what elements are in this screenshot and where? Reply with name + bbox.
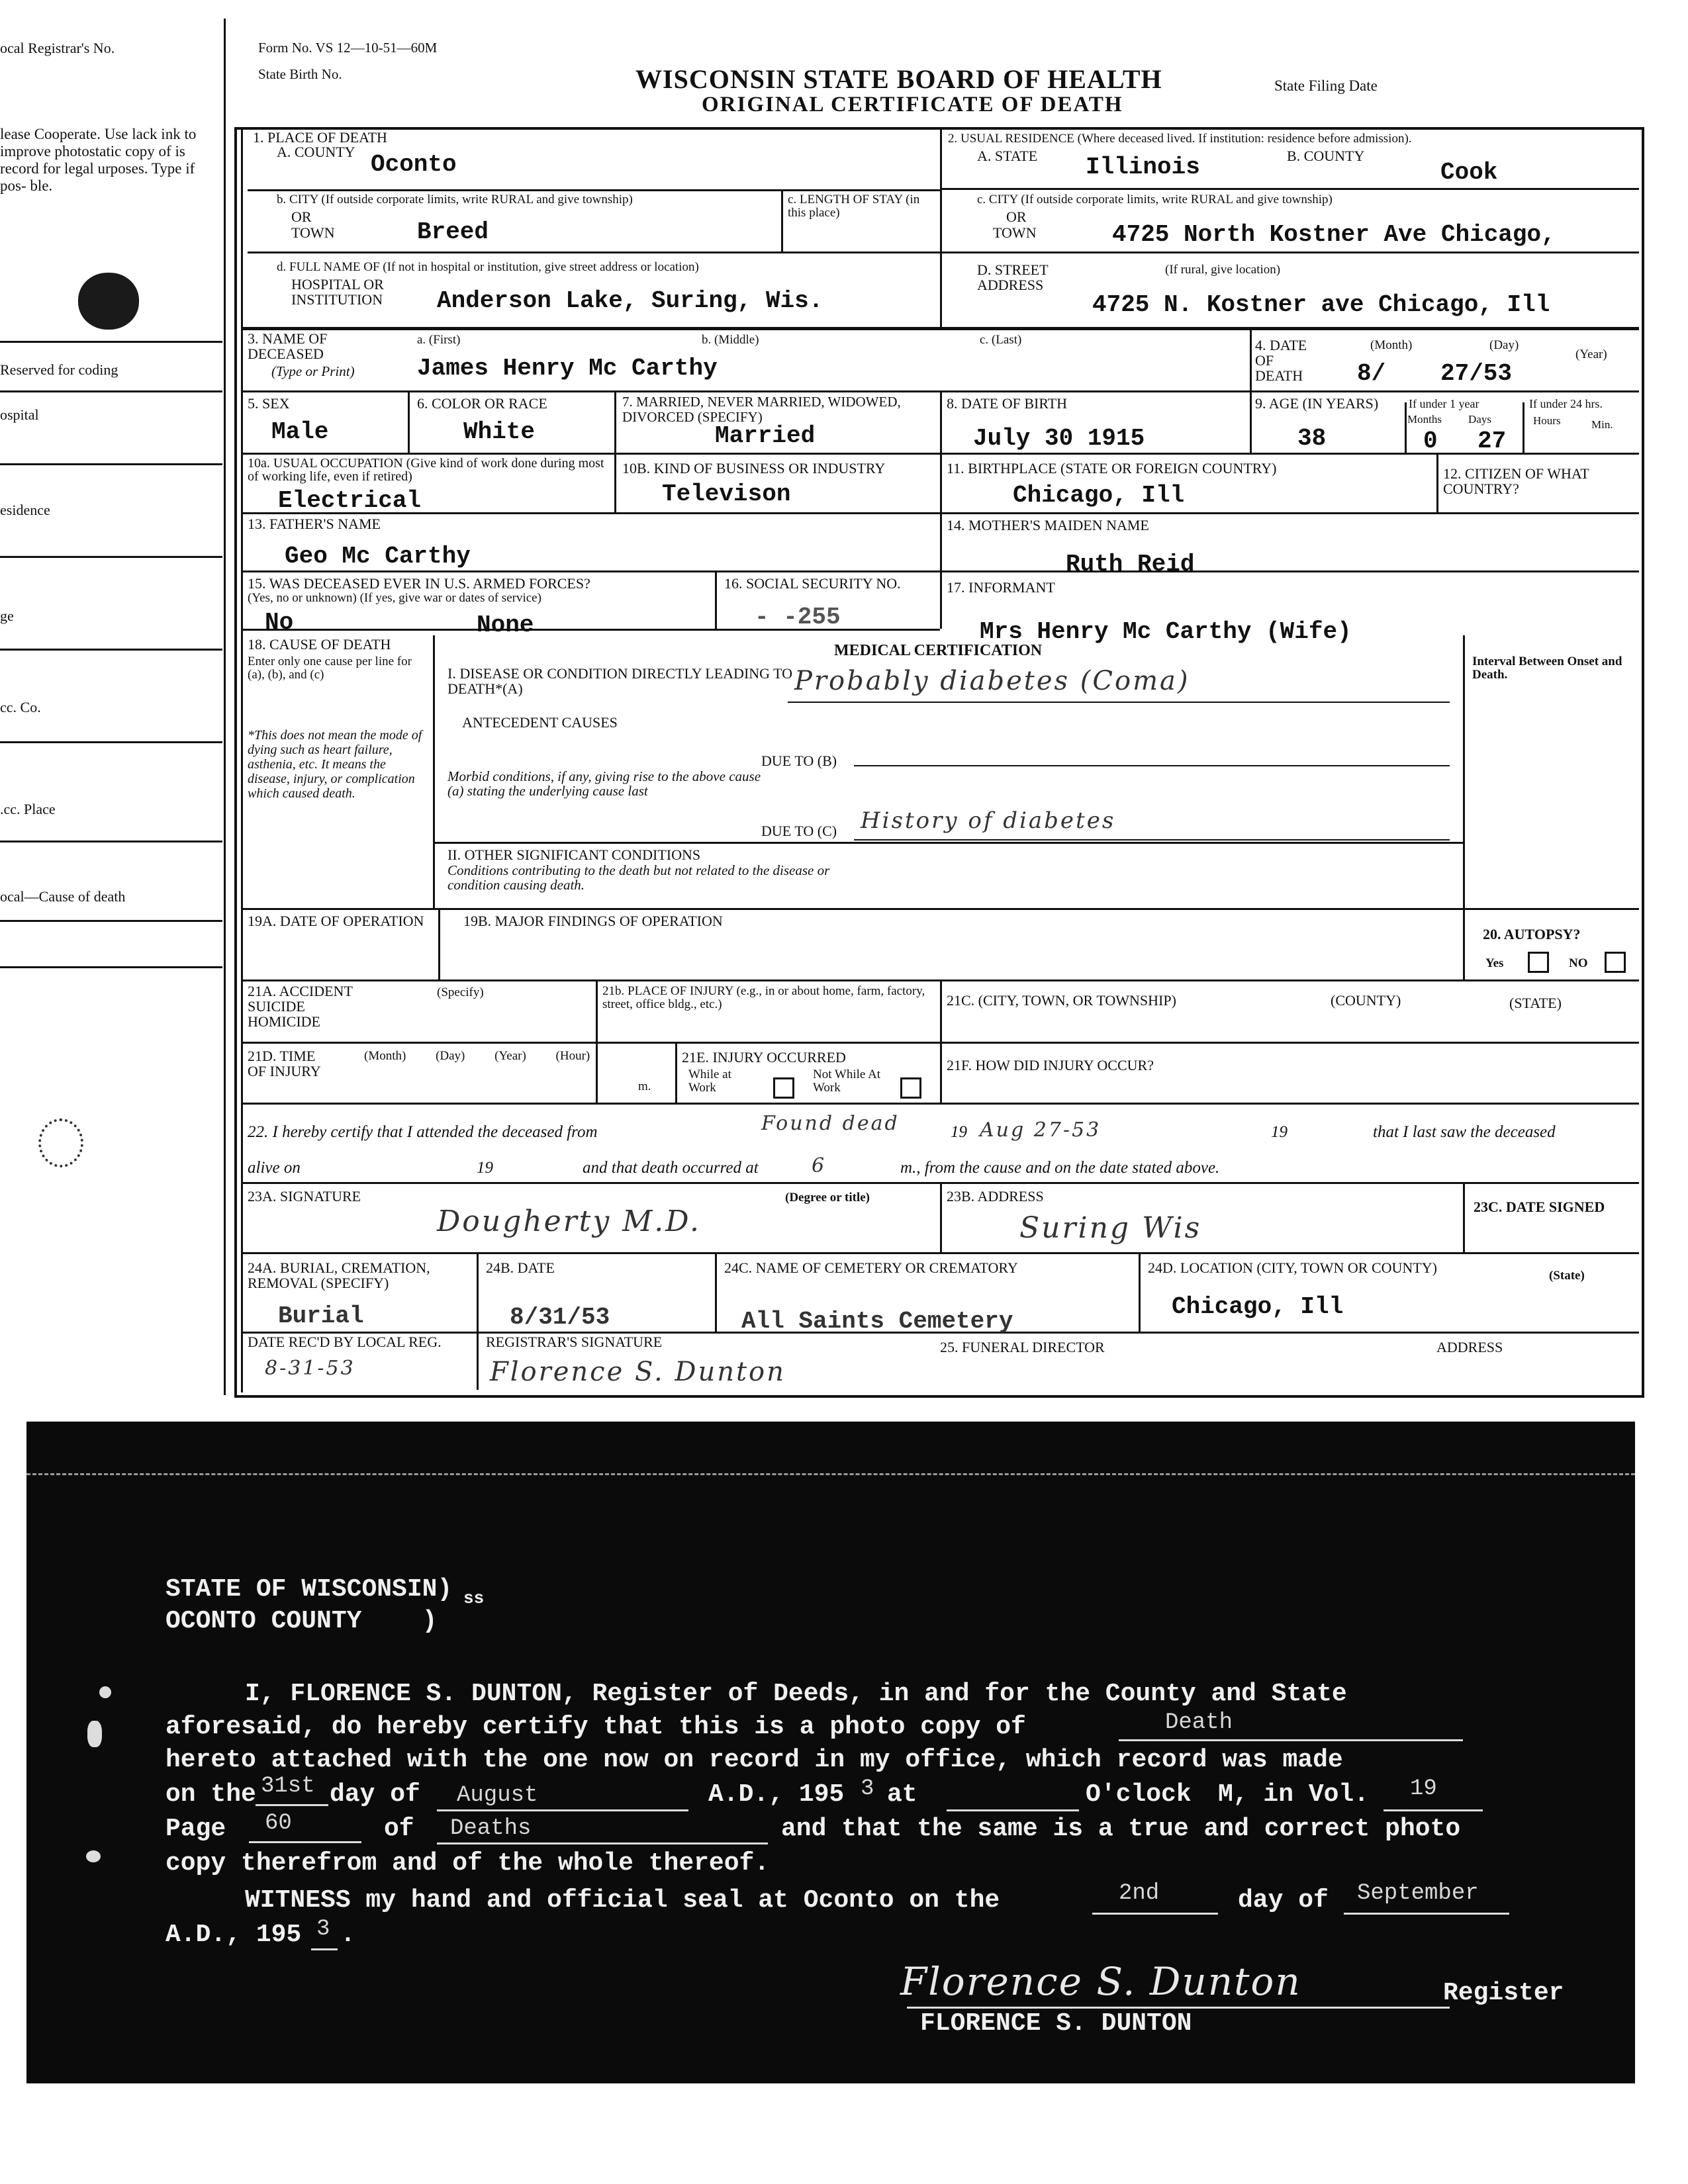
label-occupation: 10a. USUAL OCCUPATION (Give kind of work done during most of working life, even if retired) (248, 456, 604, 484)
row-rule (433, 842, 1463, 844)
value-race: White (463, 418, 536, 445)
label-location-state: (State) (1549, 1269, 1585, 1283)
not-at-work-checkbox[interactable] (900, 1077, 921, 1099)
label-days: Days (1468, 413, 1491, 426)
value-age-days: 27 (1477, 428, 1507, 455)
cert-p7a: WITNESS my hand and official seal at Oconto on the (245, 1886, 1000, 1915)
underline (437, 1843, 768, 1844)
speckle (87, 1721, 102, 1747)
value-age-months: 0 (1423, 428, 1438, 455)
underline (311, 1948, 338, 1950)
label-burial: 24A. BURIAL, CREMATION, REMOVAL (SPECIFY) (248, 1259, 430, 1291)
value-location: Chicago, Ill (1172, 1293, 1344, 1320)
label-time-cols: (Month) (Day) (Year) (Hour) (364, 1049, 590, 1063)
value-res-county: Cook (1440, 159, 1498, 186)
value-mother: Ruth Reid (1066, 551, 1195, 578)
cert-witness-day: 2nd (1119, 1881, 1160, 1906)
label-middle: b. (Middle) (702, 333, 759, 347)
label-degree: (Degree or title) (785, 1191, 870, 1205)
col-divider (715, 1252, 717, 1332)
label-registrar-sig: REGISTRAR'S SIGNATURE (486, 1334, 663, 1350)
row-rule (241, 327, 1639, 330)
form-number: Form No. VS 12—10-51—60M (258, 40, 438, 56)
label-name-note: (Type or Print) (271, 363, 355, 379)
row-rule (248, 189, 940, 191)
cert-book: Deaths (450, 1816, 532, 1841)
col-divider (477, 1252, 479, 1390)
col-divider (1436, 453, 1438, 512)
label-injury-county: (COUNTY) (1331, 992, 1401, 1009)
value-address: Suring Wis (1019, 1211, 1202, 1245)
label-age: 9. AGE (IN YEARS) (1255, 395, 1379, 412)
value-cemetery: All Saints Cemetery (741, 1308, 1013, 1335)
label-injury-occurred: 21E. INJURY OCCURRED (682, 1049, 846, 1066)
col-divider (1139, 1252, 1141, 1332)
label-res-county: B. COUNTY (1287, 148, 1365, 164)
margin-registrar: ocal Registrar's No. (0, 40, 115, 56)
value-name: James Henry Mc Carthy (417, 355, 718, 382)
cert-day: 31st (261, 1774, 315, 1799)
col-divider (781, 189, 783, 251)
underline (1119, 1739, 1463, 1741)
ink-blot (78, 273, 139, 330)
margin-rule (0, 741, 222, 743)
state-filing-date: State Filing Date (1274, 77, 1378, 94)
label-min: Min. (1591, 418, 1613, 431)
margin-rule (0, 649, 222, 651)
label-medical-cert: MEDICAL CERTIFICATION (834, 642, 1043, 659)
label-date-signed: 23C. DATE SIGNED (1474, 1199, 1605, 1215)
col-divider (940, 979, 942, 1103)
label-morbid: Morbid conditions, if any, giving rise to the above cause (a) stating the underlying cause last (447, 768, 761, 799)
speckle (86, 1850, 101, 1862)
speckle (99, 1686, 111, 1698)
underline (1383, 1809, 1483, 1811)
label-last: c. (Last) (980, 333, 1022, 347)
col-divider (1523, 402, 1524, 453)
col-divider (408, 390, 410, 453)
col-divider (438, 908, 440, 979)
label-date-operation: 19A. DATE OF OPERATION (248, 913, 424, 929)
col-divider (1250, 390, 1252, 453)
col-divider (675, 1042, 677, 1103)
margin-rule (0, 966, 222, 968)
label-autopsy-no: NO (1569, 956, 1588, 970)
label-city: b. CITY (If outside corporate limits, write RURAL and give township) (277, 193, 633, 206)
label-first: a. (First) (417, 333, 461, 347)
label-interval: Interval Between Onset and Death. (1472, 655, 1622, 682)
margin-residence: esidence (0, 502, 50, 518)
cert-p1: I, FLORENCE S. DUNTON, Register of Deeds, in and for the County and State (245, 1680, 1347, 1708)
margin-age: ge (0, 608, 14, 624)
label-autopsy-yes: Yes (1485, 956, 1504, 970)
label-citizen: 12. CITIZEN OF WHAT COUNTRY? (1443, 465, 1589, 497)
label-dob: 8. DATE OF BIRTH (947, 395, 1068, 412)
label-not-while: Not While At Work (813, 1068, 881, 1095)
cert-year-digit: 3 (861, 1776, 874, 1801)
row-rule (940, 251, 1639, 253)
label-res-city: c. CITY (If outside corporate limits, write RURAL and give township) (977, 193, 1333, 206)
col-divider (715, 570, 717, 629)
cert-witness-month: September (1357, 1881, 1479, 1906)
label-res-town: TOWN (993, 224, 1037, 241)
col-divider (940, 453, 942, 512)
value-res-city: 4725 North Kostner Ave Chicago, (1112, 221, 1556, 248)
label-funeral-address: ADDRESS (1436, 1339, 1503, 1355)
label-usual-residence: 2. USUAL RESIDENCE (Where deceased lived. If institution: residence before admission). (948, 132, 1412, 146)
underline (1344, 1913, 1509, 1915)
value-burial: Burial (278, 1302, 364, 1330)
col-divider (1250, 327, 1252, 390)
label-industry: 10B. KIND OF BUSINESS OR INDUSTRY (622, 460, 886, 477)
label-signature: 23A. SIGNATURE (248, 1188, 361, 1205)
label-date-of-death: 4. DATE OF DEATH (1255, 337, 1307, 384)
label-res-state: A. STATE (977, 148, 1038, 164)
col-divider (940, 390, 942, 453)
form-inner-rule (241, 130, 243, 1392)
label-cemetery: 24C. NAME OF CEMETERY OR CREMATORY (724, 1259, 1018, 1276)
register-signature: Florence S. Dunton (900, 1959, 1301, 2004)
label-cause-note: Enter only one cause per line for (a), (b), and (c) (248, 655, 412, 682)
cert-state: STATE OF WISCONSIN) (165, 1575, 453, 1604)
cert-p4b: day of (330, 1780, 420, 1809)
cert-page: 60 (265, 1811, 292, 1836)
cert-ss: ss (463, 1588, 485, 1608)
cert-p7b: day of (1238, 1886, 1329, 1915)
label-informant: 17. INFORMANT (947, 579, 1055, 596)
cert-p8b: . (340, 1921, 355, 1949)
label-cause-of-death: 18. CAUSE OF DEATH (248, 636, 391, 653)
cert-p2: aforesaid, do hereby certify that this is a photo copy of (165, 1713, 1026, 1741)
label-other-conditions: II. OTHER SIGNIFICANT CONDITIONS (447, 846, 701, 863)
cert-register-title: Register (1443, 1979, 1564, 2007)
label-hours: Hours (1533, 414, 1561, 427)
label-armed-forces: 15. WAS DECEASED EVER IN U.S. ARMED FORCES? (248, 575, 590, 592)
cert-county: OCONTO COUNTY ) (165, 1607, 438, 1635)
label-full-name-hospital: d. FULL NAME OF (If not in hospital or institution, give street address or location) (277, 260, 699, 274)
state-birth-no: State Birth No. (258, 66, 342, 82)
label-death-at: and that death occurred at (583, 1159, 759, 1177)
label-sex: 5. SEX (248, 395, 290, 412)
margin-rule (0, 390, 222, 392)
cert-p6: copy therefrom and of the whole thereof. (165, 1849, 770, 1878)
label-cause-footnote: *This does not mean the mode of dying such as heart failure, asthenia, etc. It means the disease, injury, or complication which caused death. (248, 728, 422, 801)
value-sex: Male (271, 418, 329, 445)
value-service: None (477, 612, 534, 639)
margin-rule (0, 920, 222, 922)
margin-rule (0, 841, 222, 842)
value-dob: July 30 1915 (973, 425, 1145, 452)
cert-p4e: O'clock (1086, 1780, 1192, 1809)
value-certify-to: Aug 27-53 (980, 1118, 1102, 1142)
value-death-day: 27/53 (1440, 360, 1513, 387)
value-cause-a: Probably diabetes (Coma) (794, 666, 1190, 696)
cert-p8a: A.D., 195 (165, 1921, 302, 1949)
label-disease-a: I. DISEASE OR CONDITION DIRECTLY LEADING TO DEATH*(A) (447, 665, 793, 697)
cert-p5b: of (384, 1815, 414, 1843)
label-antecedent: ANTECEDENT CAUSES (462, 714, 618, 731)
label-last-saw: that I last saw the deceased (1373, 1123, 1556, 1141)
label-injury-state: (STATE) (1509, 995, 1562, 1011)
value-res-state: Illinois (1086, 154, 1200, 181)
autopsy-yes-checkbox[interactable] (1528, 952, 1549, 973)
label-res-or: OR (1006, 208, 1027, 225)
value-armed-forces: No (265, 609, 294, 636)
label-certify: 22. I hereby certify that I attended the deceased from (248, 1123, 598, 1141)
value-town: Breed (417, 218, 489, 246)
label-hospital-institution: HOSPITAL OR INSTITUTION (291, 276, 384, 308)
value-signature: Dougherty M.D. (437, 1205, 701, 1238)
label-res-street-note: (If rural, give location) (1165, 263, 1281, 277)
label-funeral-director: 25. FUNERAL DIRECTOR (940, 1339, 1105, 1355)
margin-local-cause: ocal—Cause of death (0, 888, 126, 905)
value-certify-from: Found dead (761, 1112, 900, 1135)
cert-p3: hereto attached with the one now on record in my office, which record was made (165, 1746, 1343, 1774)
value-marital: Married (715, 422, 816, 449)
label-under-1-year: If under 1 year (1409, 397, 1479, 410)
label-due-c: DUE TO (C) (761, 823, 837, 839)
while-at-work-checkbox[interactable] (773, 1077, 794, 1099)
col-divider (940, 570, 942, 629)
value-res-street: 4725 N. Kostner ave Chicago, Ill (1092, 291, 1550, 318)
label-time-injury: 21D. TIME OF INJURY (248, 1048, 321, 1079)
torn-edge (26, 1473, 1635, 1475)
label-findings: 19B. MAJOR FINDINGS OF OPERATION (463, 913, 723, 929)
label-county: A. COUNTY (277, 144, 355, 160)
cert-witness-year-digit: 3 (316, 1917, 330, 1942)
label-marital: 7. MARRIED, NEVER MARRIED, WIDOWED, DIVORCED (SPECIFY) (622, 394, 901, 425)
fill-line (788, 702, 1450, 703)
value-age: 38 (1297, 425, 1327, 452)
label-mother: 14. MOTHER'S MAIDEN NAME (947, 517, 1149, 533)
underline (947, 1809, 1079, 1811)
cert-p4c: A.D., 195 (708, 1780, 845, 1809)
value-industry: Televison (662, 480, 791, 508)
label-birthplace: 11. BIRTHPLACE (STATE OR FOREIGN COUNTRY) (947, 460, 1277, 477)
fill-line (854, 765, 1450, 766)
label-place-of-death: 1. PLACE OF DEATH (253, 129, 387, 146)
label-months: Months (1407, 413, 1442, 426)
cert-p4a: on the (165, 1780, 256, 1809)
autopsy-no-checkbox[interactable] (1605, 952, 1626, 973)
cert-p5a: Page (165, 1815, 226, 1843)
margin-divider (224, 19, 226, 1395)
cert-doc-type: Death (1165, 1710, 1233, 1735)
label-name-deceased: 3. NAME OF DECEASED (248, 330, 328, 362)
label-alive-on: alive on (248, 1159, 301, 1177)
cert-vol: 19 (1410, 1776, 1437, 1801)
label-burial-date: 24B. DATE (486, 1259, 555, 1276)
signature-line (907, 2007, 1450, 2009)
label-accident: 21A. ACCIDENT SUICIDE HOMICIDE (248, 983, 353, 1030)
row-rule (241, 1252, 1639, 1254)
col-divider (940, 130, 942, 327)
form-subtitle: ORIGINAL CERTIFICATE OF DEATH (702, 93, 1123, 116)
label-race: 6. COLOR OR RACE (417, 395, 547, 412)
label-armed-note: (Yes, no or unknown) (If yes, give war or dates of service) (248, 591, 541, 605)
value-ssn: - -255 (755, 604, 841, 631)
value-father: Geo Mc Carthy (285, 543, 471, 570)
label-length-stay: c. LENGTH OF STAY (in this place) (788, 193, 920, 220)
col-divider (433, 635, 435, 908)
underline (249, 1841, 361, 1843)
col-divider (1405, 402, 1407, 453)
label-date-recd: DATE REC'D BY LOCAL REG. (248, 1334, 442, 1350)
label-death-year: (Year) (1575, 347, 1607, 361)
cert-p5c: and that the same is a true and correct photo (781, 1815, 1461, 1843)
value-birthplace: Chicago, Ill (1013, 482, 1185, 509)
col-divider (614, 390, 616, 453)
col-divider (614, 453, 616, 512)
label-19b: 19 (1271, 1123, 1288, 1141)
col-divider (596, 979, 598, 1103)
label-address-23b: 23B. ADDRESS (947, 1188, 1044, 1205)
col-divider (940, 1182, 942, 1252)
label-how-injury: 21F. HOW DID INJURY OCCUR? (947, 1057, 1154, 1073)
label-other-note: Conditions contributing to the death but not related to the disease or condition causing death. (447, 862, 830, 893)
underline (1092, 1913, 1218, 1915)
row-rule (940, 188, 1639, 190)
value-recd-date: 8-31-53 (265, 1357, 355, 1380)
label-father: 13. FATHER'S NAME (248, 516, 381, 532)
label-town: TOWN (291, 224, 335, 241)
label-city-or: OR (291, 208, 312, 225)
margin-acc-place: .cc. Place (0, 801, 56, 817)
label-ssn: 16. SOCIAL SECURITY NO. (724, 575, 901, 592)
label-autopsy: 20. AUTOPSY? (1483, 926, 1581, 942)
punch-hole-mark (38, 1118, 83, 1167)
label-specify: (Specify) (437, 985, 484, 999)
value-informant: Mrs Henry Mc Carthy (Wife) (980, 618, 1352, 645)
margin-rule (0, 556, 222, 558)
margin-acc-co: cc. Co. (0, 699, 41, 715)
value-certify-hour: 6 (812, 1154, 827, 1177)
label-death-day: (Day) (1489, 338, 1519, 352)
col-divider (1463, 635, 1465, 908)
margin-note: lease Cooperate. Use lack ink to improve photostatic copy of is record for legal urposes. Type if pos- ble. (0, 126, 197, 194)
label-19c: 19 (477, 1159, 493, 1177)
label-from-cause: m., from the cause and on the date stated above. (900, 1159, 1220, 1177)
margin-hospital: ospital (0, 406, 39, 423)
label-death-month: (Month) (1370, 338, 1413, 352)
cert-register-name: FLORENCE S. DUNTON (920, 2009, 1192, 2038)
margin-reserved: Reserved for coding (0, 361, 118, 378)
row-rule (241, 1103, 1639, 1105)
value-cause-c: History of diabetes (861, 807, 1116, 834)
value-institution: Anderson Lake, Suring, Wis. (437, 287, 823, 314)
cert-p4f: M, in Vol. (1218, 1780, 1370, 1809)
label-place-injury: 21b. PLACE OF INJURY (e.g., in or about home, farm, factory, street, office bldg., etc.) (602, 984, 925, 1011)
row-rule (248, 251, 940, 253)
margin-rule (0, 463, 222, 465)
label-19a: 19 (951, 1123, 967, 1141)
value-occupation: Electrical (278, 487, 422, 514)
label-m: m. (638, 1079, 651, 1093)
label-injury-city: 21C. (CITY, TOWN, OR TOWNSHIP) (947, 992, 1176, 1009)
value-death-month: 8/ (1357, 360, 1386, 387)
form-title: WISCONSIN STATE BOARD OF HEALTH (635, 64, 1162, 94)
cert-p4d: at (887, 1780, 917, 1809)
label-res-street: D. STREET ADDRESS (977, 261, 1049, 293)
label-while-work: While at Work (688, 1068, 731, 1095)
col-divider (1463, 908, 1465, 979)
margin-rule (0, 341, 222, 343)
value-county: Oconto (371, 151, 457, 178)
label-under-24: If under 24 hrs. (1529, 397, 1603, 410)
label-due-b: DUE TO (B) (761, 752, 837, 769)
underline (437, 1809, 688, 1811)
cert-month: August (457, 1783, 538, 1808)
col-divider (1463, 1182, 1465, 1252)
col-divider (940, 512, 942, 570)
value-burial-date: 8/31/53 (510, 1304, 610, 1331)
underline (256, 1804, 328, 1806)
value-registrar-sig: Florence S. Dunton (490, 1357, 786, 1387)
fill-line (854, 839, 1450, 841)
row-rule (241, 908, 1639, 910)
label-location: 24D. LOCATION (CITY, TOWN OR COUNTY) (1148, 1259, 1437, 1276)
